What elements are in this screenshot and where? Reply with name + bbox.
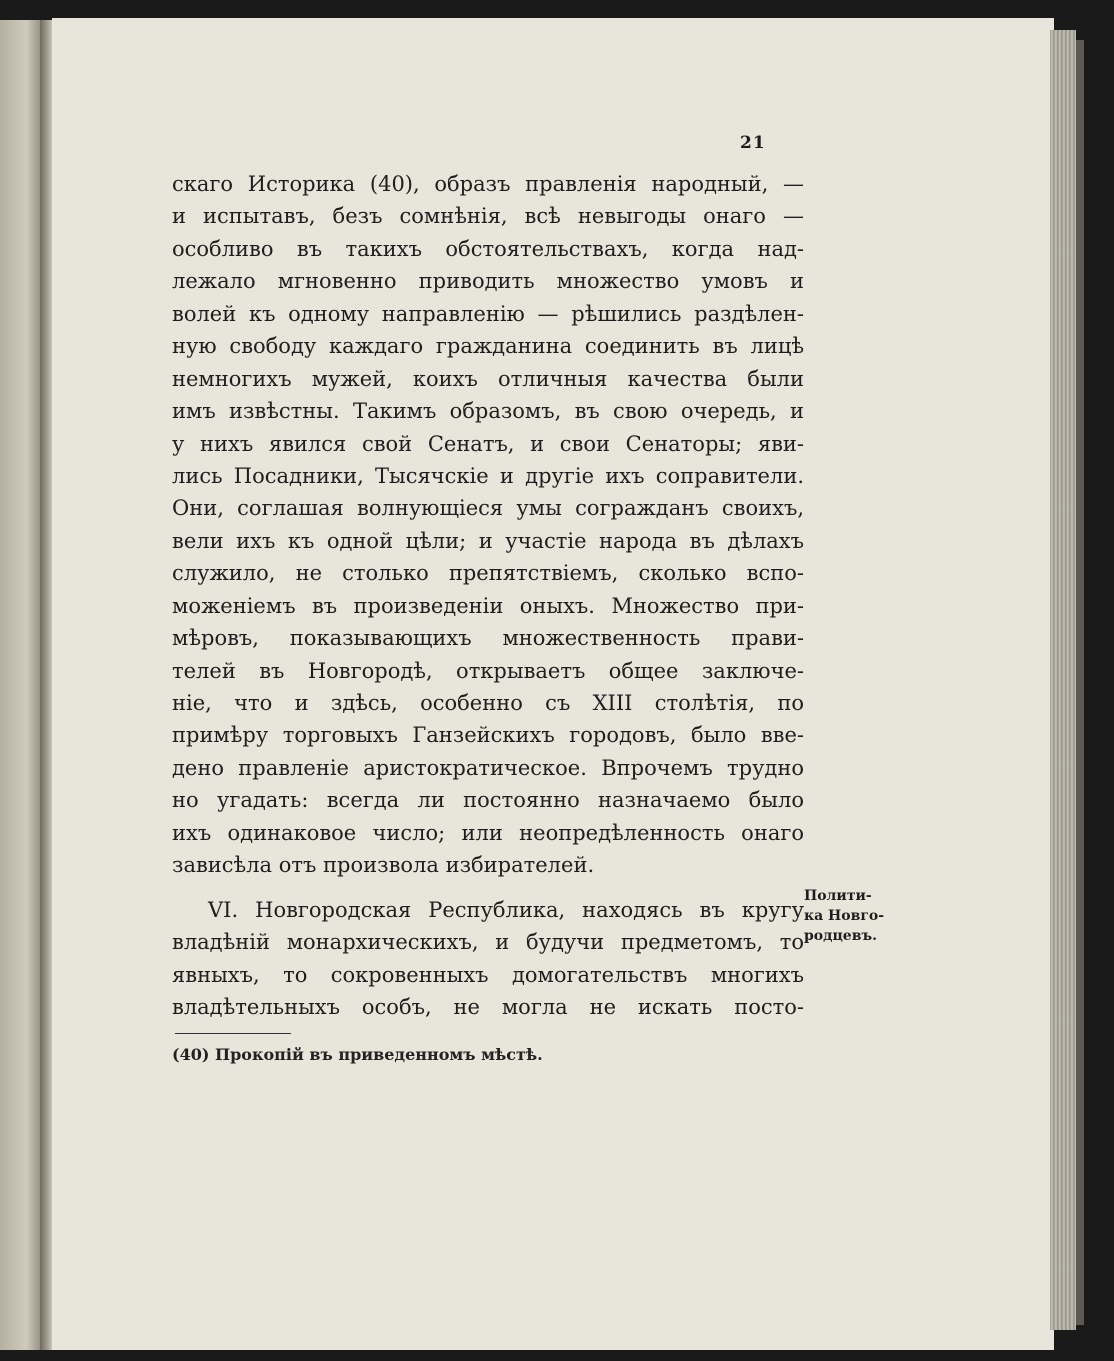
page-number: 21 xyxy=(740,133,766,153)
text-line: особливо въ такихъ обстоятельствахъ, когда над- xyxy=(172,236,804,261)
text-line: вели ихъ къ одной цѣли; и участіе народа въ дѣлахъ xyxy=(172,528,804,553)
text-line: у нихъ явился свой Сенатъ, и свои Сенаторы; яви- xyxy=(172,431,804,456)
text-line: лись Посадники, Тысячскіе и другіе ихъ соправители. xyxy=(172,463,804,488)
text-line: немногихъ мужей, коихъ отличныя качества были xyxy=(172,366,804,391)
text-line: но угадать: всегда ли постоянно назначаемо было xyxy=(172,788,804,813)
marginal-line: ка Новго- xyxy=(804,908,885,924)
text-line: телей въ Новгородѣ, открываетъ общее заключе- xyxy=(172,658,804,683)
marginal-note xyxy=(804,886,894,946)
book-cover-edge xyxy=(1076,40,1084,1325)
text-line: волей къ одному направленію — рѣшились раздѣлен- xyxy=(172,301,804,326)
page-stack-edge xyxy=(1050,30,1076,1330)
marginal-line: Полити- xyxy=(804,888,872,904)
text-line: дено правленіе аристократическое. Впрочемъ трудно xyxy=(172,755,804,780)
text-line: моженіемъ въ произведеніи оныхъ. Множество при- xyxy=(172,593,804,618)
left-page-edge xyxy=(0,20,44,1350)
text-line: скаго Историка (40), образъ правленія народный, — xyxy=(172,172,804,196)
text-line: явныхъ, то сокровенныхъ домогательствъ многихъ xyxy=(172,962,804,987)
text-line: зависѣла отъ произвола избирателей. xyxy=(172,853,595,878)
text-line: мѣровъ, показывающихъ множественность прави- xyxy=(172,626,804,651)
text-line: имъ извѣстны. Такимъ образомъ, въ свою очередь, и xyxy=(172,399,804,424)
text-line: служило, не столько препятствіемъ, сколько вспо- xyxy=(172,561,804,586)
text-line: лежало мгновенно приводить множество умовъ и xyxy=(172,269,804,294)
text-line: Они, соглашая волнующіеся умы согражданъ своихъ, xyxy=(172,496,804,521)
footnote: (40) Прокопій въ приведенномъ мѣстѣ. xyxy=(172,1045,543,1064)
text-line: примѣру торговыхъ Ганзейскихъ городовъ, было вве- xyxy=(172,723,804,748)
text-line: ніе, что и здѣсь, особенно съ XIII столѣтія, по xyxy=(172,691,804,715)
text-line: владѣній монархическихъ, и будучи предметомъ, то xyxy=(172,930,804,955)
main-text xyxy=(172,168,804,1023)
text-line: ихъ одинаковое число; или неопредѣленность онаго xyxy=(172,820,804,845)
text-line: владѣтельныхъ особъ, не могла не искать посто- xyxy=(172,994,804,1019)
text-line: VI. Новгородская Республика, находясь въ кругу xyxy=(208,897,804,922)
footnote-rule xyxy=(175,1033,291,1034)
text-line: ную свободу каждаго гражданина соединить въ лицѣ xyxy=(172,334,804,359)
text-line: и испытавъ, безъ сомнѣнія, всѣ невыгоды онаго — xyxy=(172,204,804,229)
marginal-line: родцевъ. xyxy=(804,928,878,944)
